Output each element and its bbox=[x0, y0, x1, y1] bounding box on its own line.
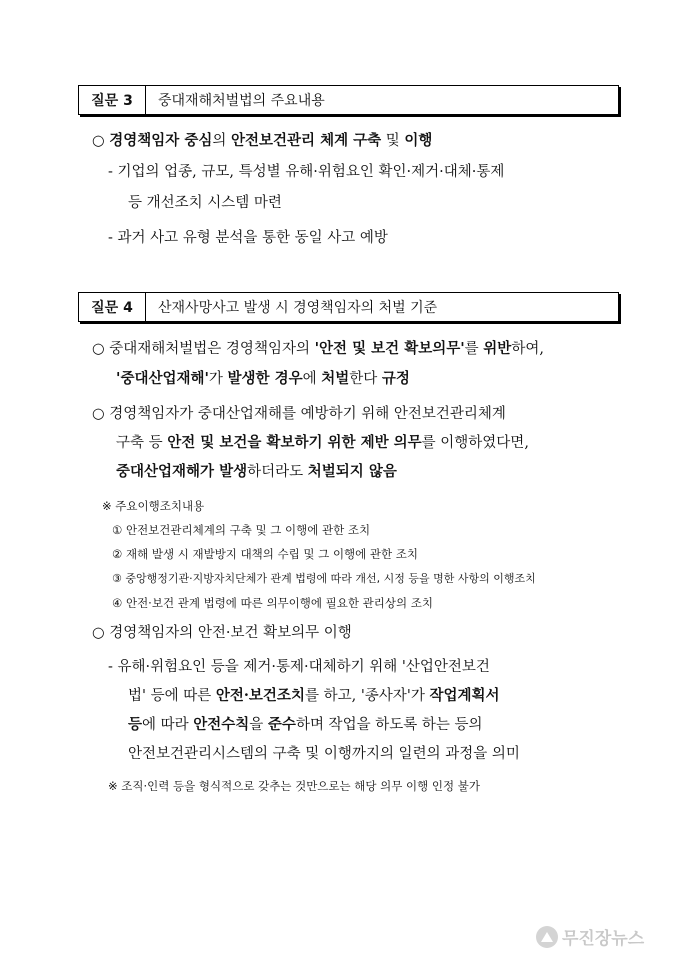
question-3-title: 중대재해처벌법의 주요내용 bbox=[158, 93, 325, 109]
question-4-label: 질문 4 bbox=[79, 293, 146, 321]
footnote: ※ 조직·인력 등을 형식적으로 갖추는 것만으로는 해당 의무 이행 인정 불가 bbox=[108, 779, 481, 793]
note-item-4: ④ 안전·보건 관계 법령에 따른 의무이행에 필요한 관리상의 조치 bbox=[112, 596, 433, 610]
q4-sub-1-line-2: 법' 등에 따른 안전·보건조치를 하고, '종사자'가 작업계획서 bbox=[128, 687, 500, 704]
question-4-box bbox=[78, 292, 619, 322]
q3-sub-2: - 과거 사고 유형 분석을 통한 동일 사고 예방 bbox=[108, 230, 388, 246]
watermark bbox=[536, 924, 644, 949]
note-item-1: ① 안전보건관리체계의 구축 및 그 이행에 관한 조치 bbox=[112, 523, 371, 537]
question-4-title: 산재사망사고 발생 시 경영책임자의 처벌 기준 bbox=[158, 300, 438, 316]
question-3-box bbox=[78, 85, 619, 115]
q4-bullet-2-line-3: 중대산업재해가 발생하더라도 처벌되지 않음 bbox=[116, 463, 397, 480]
note-item-3: ③ 중앙행정기관·지방자치단체가 관계 법령에 따라 개선, 시정 등을 명한 사항의 이행조치 bbox=[112, 572, 536, 585]
q4-bullet-3: ○ 경영책임자의 안전·보건 확보의무 이행 bbox=[92, 625, 352, 641]
q4-sub-1-line-4: 안전보건관리시스템의 구축 및 이행까지의 일련의 과정을 의미 bbox=[128, 746, 520, 762]
q3-sub-1-line-2: 등 개선조치 시스템 마련 bbox=[128, 195, 282, 211]
q4-sub-1-line-1: - 유해·위험요인 등을 제거·통제·대체하기 위해 '산업안전보건 bbox=[108, 659, 490, 675]
q4-bullet-1-line-2: '중대산업재해'가 발생한 경우에 처벌한다 규정 bbox=[116, 370, 410, 387]
q3-sub-1-line-1: - 기업의 업종, 규모, 특성별 유해·위험요인 확인·제거·대체·통제 bbox=[108, 164, 505, 180]
q3-bullet-1: ○ 경영책임자 중심의 안전보건관리 체계 구축 및 이행 bbox=[92, 132, 433, 149]
note-item-2: ② 재해 발생 시 재발방지 대책의 수립 및 그 이행에 관한 조치 bbox=[112, 547, 419, 561]
q4-bullet-2-line-2: 구축 등 안전 및 보건을 확보하기 위한 제반 의무를 이행하였다면, bbox=[116, 434, 529, 451]
q4-bullet-1-line-1: ○ 중대재해처벌법은 경영책임자의 '안전 및 보건 확보의무'를 위반하여, bbox=[92, 340, 544, 357]
note-title: ※ 주요이행조치내용 bbox=[102, 499, 205, 513]
watermark-logo-icon bbox=[536, 926, 558, 948]
question-3-label: 질문 3 bbox=[79, 86, 146, 114]
watermark-text: 무진장뉴스 bbox=[562, 929, 645, 949]
q4-bullet-2-line-1: ○ 경영책임자가 중대산업재해를 예방하기 위해 안전보건관리체계 bbox=[92, 406, 506, 422]
q4-sub-1-line-3: 등에 따라 안전수칙을 준수하며 작업을 하도록 하는 등의 bbox=[128, 716, 483, 733]
